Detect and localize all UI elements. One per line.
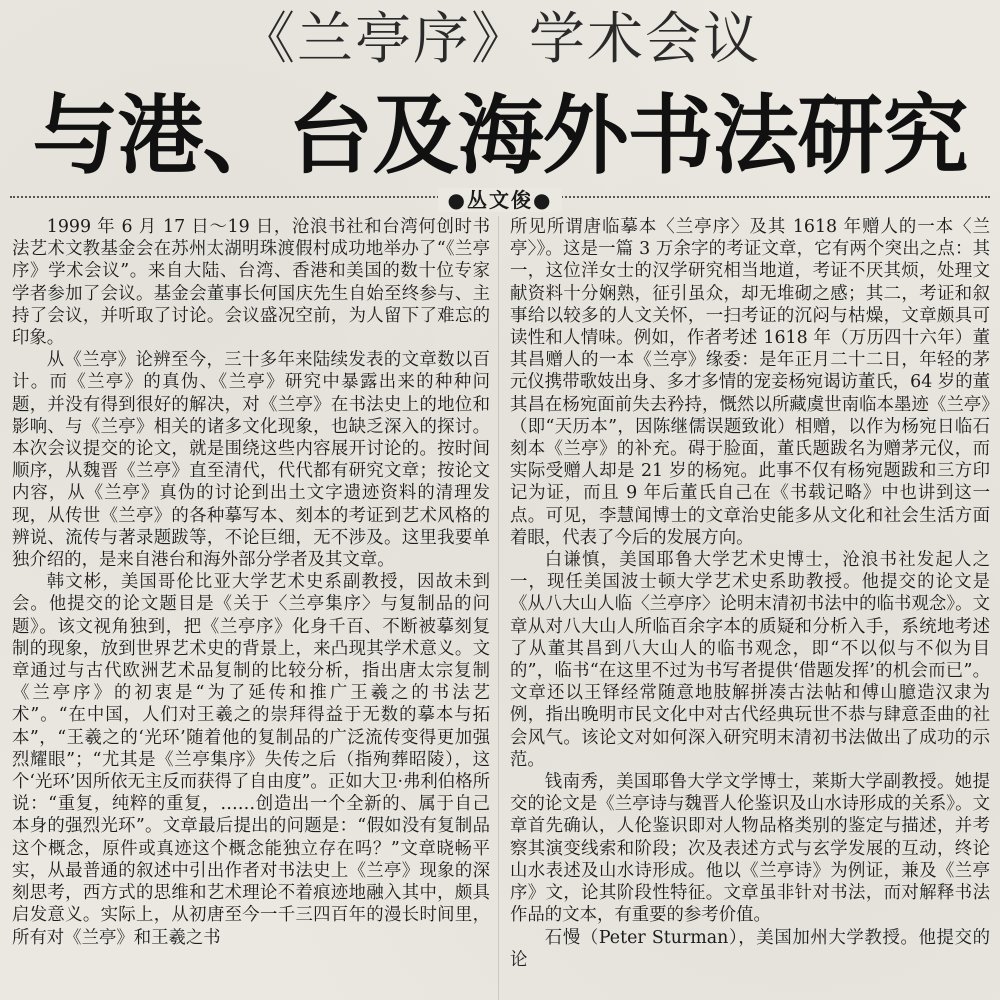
paragraph: 钱南秀，美国耶鲁大学文学博士，莱斯大学副教授。她提交的论文是《兰亭诗与魏晋人伦鉴识及山水诗形成的关系》。文章首先确认，人伦鉴识即对人物品格类别的鉴定与描述，并考察其演变线索和阶段；次及表述方式与玄学发展的互动，终论山水表述及山水诗形成。他以《兰亭诗》为例证，兼及《兰亭序》文，论其阶段性特征。文章虽非针对书法，而对解释书法作品的文本，有重要的参考价值。 xyxy=(510,772,990,926)
article-kicker: 《兰亭序》学术会议 xyxy=(239,7,761,72)
paragraph: 1999 年 6 月 17 日～19 日，沧浪书社和台湾何创时书法艺术文教基金会在苏州太湖明珠渡假村成功地举办了“《兰亭序》学术会议”。来自大陆、台湾、香港和美国的数十位专家学者参加了会议。基金会董事长何国庆先生自始至终参与、主持了会议，并听取了讨论。会议盛况空前，为人留下了难忘的印象。 xyxy=(12,217,490,349)
paragraph: 从《兰亭》论辨至今，三十多年来陆续发表的文章数以百计。而《兰亭》的真伪、《兰亭》研究中暴露出来的种种问题，并没有得到很好的解决，对《兰亭》在书法史上的地位和影响、与《兰亭》相关的诸多文化现象，也缺乏深入的探讨。本次会议提交的论文，就是围绕这些内容展开讨论的。按时间顺序，从魏晋《兰亭》直至清代，代代都有研究文章；按论文内容，从《兰亭》真伪的讨论到出土文字遗迹资料的清理发现，从传世《兰亭》的各种摹写本、刻本的考证到艺术风格的辨说、流传与著录题跋等，不论巨细，无不涉及。这里我要单独介绍的，是来自港台和海外部分学者及其文章。 xyxy=(12,350,490,571)
left-column xyxy=(12,216,490,1000)
right-column xyxy=(510,216,990,1000)
paragraph: 韩文彬，美国哥伦比亚大学艺术史系副教授，因故未到会。他提交的论文题目是《关于〈兰亭集序〉与复制品的问题》。该文视角独到，把《兰亭序》化身千百、不断被摹刻复制的现象，放到世界艺术史的背景上，来凸现其学术意义。文章通过与古代欧洲艺术品复制的比较分析，指出唐太宗复制《兰亭序》的初衷是“为了延传和推广王羲之的书法艺术”。“在中国，人们对王羲之的崇拜得益于无数的摹本与拓本”，“王羲之的‘光环’随着他的复制品的广泛流传变得更加强烈耀眼”；“尤其是《兰亭集序》失传之后（指殉葬昭陵），这个‘光环’因所依无主反而获得了自由度”。正如大卫·弗利伯格所说：“重复，纯粹的重复，……创造出一个全新的、属于自己本身的强烈光环”。文章最后提出的问题是：“假如没有复制品这个概念，原件或真迹这个概念能独立存在吗？”文章晓畅平实，从最普通的叙述中引出作者对书法史上《兰亭》现象的深刻思考，西方式的思维和艺术理论不着痕迹地融入其中，颇具启发意义。实际上，从初唐至今一千三四百年的漫长时间里，所有对《兰亭》和王羲之书 xyxy=(12,572,490,948)
paragraph: 白谦慎，美国耶鲁大学艺术史博士，沧浪书社发起人之一，现任美国波士顿大学艺术史系助教授。他提交的论文是《从八大山人临〈兰亭序〉论明末清初书法中的临书观念》。文章从对八大山人所临百余字本的质疑和分析入手，系统地考述了从董其昌到八大山人的临书观念，即“不以似与不似为目的”，临书“在这里不过为书写者提供‘借题发挥’的机会而已”。文章还以王铎经常随意地肢解拼凑古法帖和傅山臆造汉隶为例，指出晚明市民文化中对古代经典玩世不恭与肆意歪曲的社会风气。该论文对如何深入研究明末清初书法做出了成功的示范。 xyxy=(510,550,990,770)
paragraph: 所见所谓唐临摹本〈兰亭序〉及其 1618 年赠人的一本〈兰亭〉》。这是一篇 3 万余字的考证文章，它有两个突出之点：其一，这位洋女士的汉学研究相当地道，考证不厌其烦，处理文献资料十分娴熟，征引虽众，却无堆砌之感；其二，考证和叙事给以较多的人文关怀，一扫考证的沉闷与枯燥，文章颇具可读性和人情味。例如，作者考述 1618 年（万历四十六年）董其昌赠人的一本《兰亭》缘委：是年正月二十二日，年轻的茅元仪携带歌妓出身、多才多情的宠妾杨宛谒访董氏，64 岁的董其昌在杨宛面前失去矜持，慨然以所藏虞世南临本墨迹《兰亭》（即“天历本”，因陈继儒误题致讹）相赠，以作为杨宛日临石刻本《兰亭》的补充。碍于脸面，董氏题跋名为赠茅元仪，而实际受赠人却是 21 岁的杨宛。此事不仅有杨宛题跋和三方印记为证，而且 9 年后董氏自己在《书载记略》中也讲到这一点。可见，李慧闻博士的文章治史能多从文化和社会生活方面着眼，代表了今后的发展方向。 xyxy=(510,217,990,548)
byline-row xyxy=(0,188,1000,212)
paragraph: 石慢（Peter Sturman），美国加州大学教授。他提交的论 xyxy=(510,927,990,970)
column-divider xyxy=(498,216,499,1000)
byline: ●丛文俊● xyxy=(438,188,563,212)
article-headline: 与港、台及海外书法研究 xyxy=(32,86,968,186)
